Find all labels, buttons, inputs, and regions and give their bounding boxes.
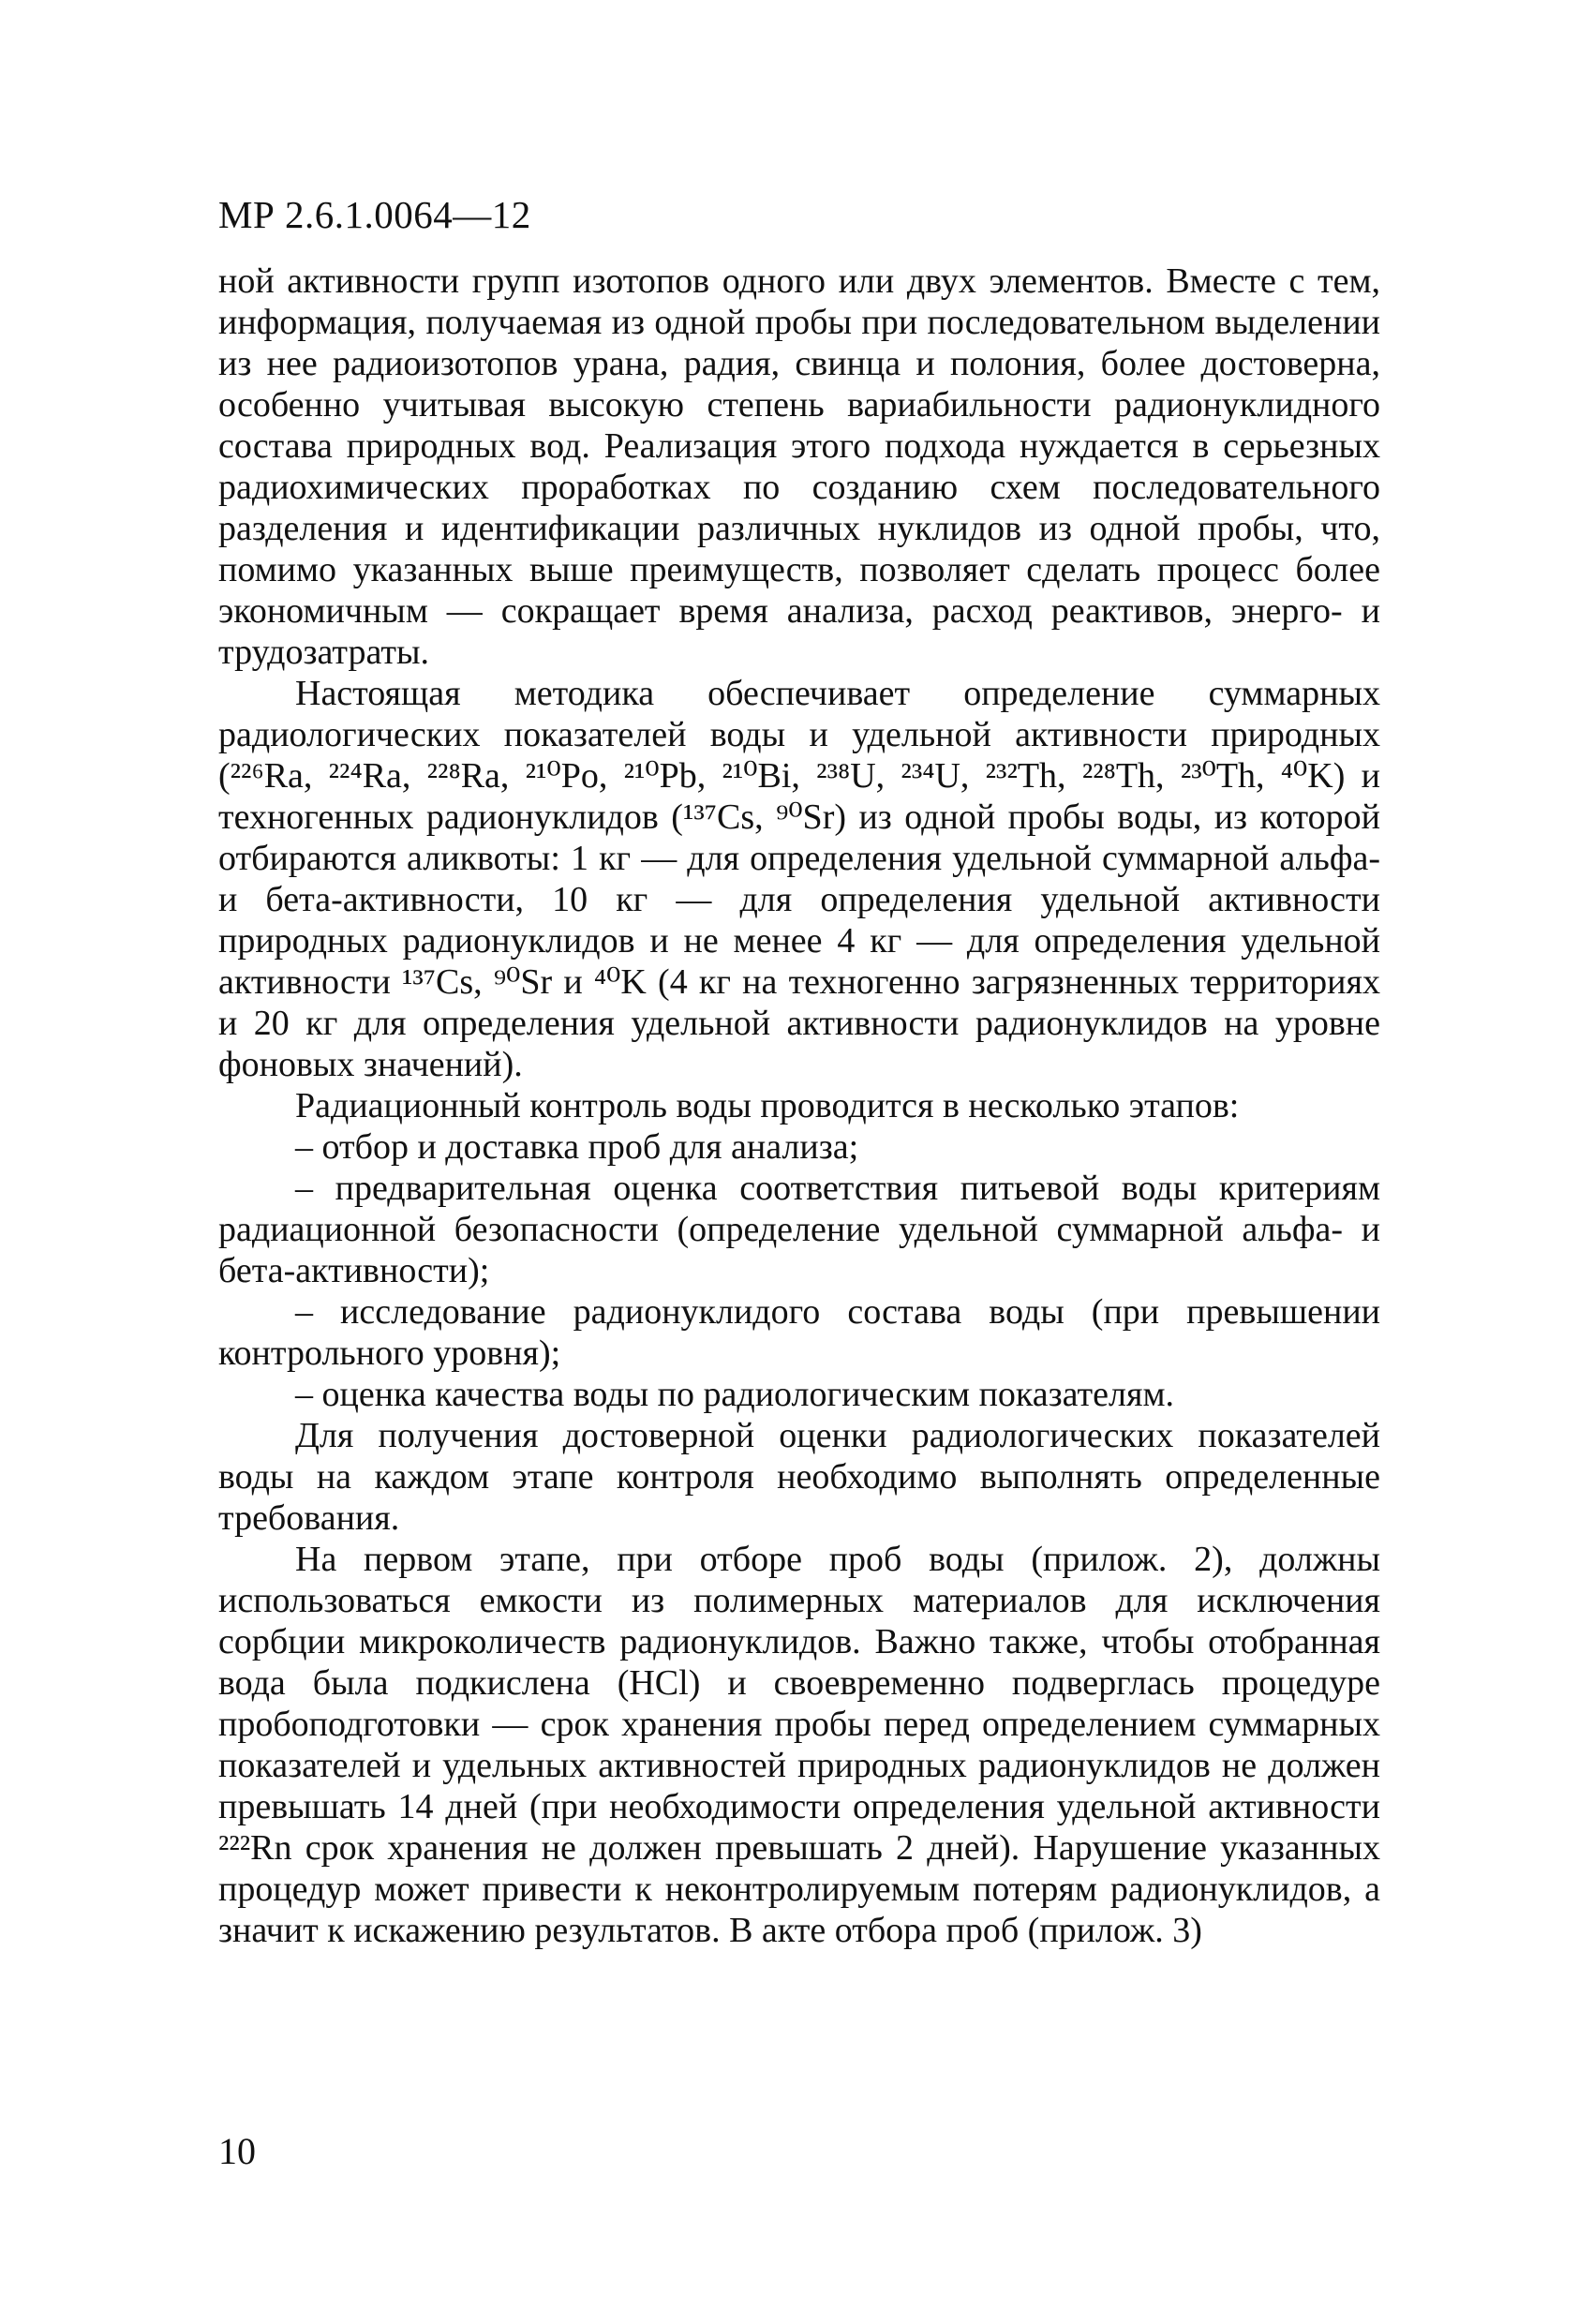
list-item-preliminary-assessment: – предварительная оценка соответствия питьевой воды критериям радиационной безопасности (определение удельной суммарной альфа- и бета-активности); — [218, 1169, 1380, 1290]
paragraph-control-stages-intro: Радиационный контроль воды проводится в несколько этапов: — [295, 1086, 1240, 1125]
paragraph-requirements: Для получения достоверной оценки радиологических показателей воды на каждом этапе контроля необходимо выполнять определенные требования. — [218, 1416, 1380, 1538]
paragraph-first-stage-sampling: На первом этапе, при отборе проб воды (прилож. 2), должны использоваться емкости из полимерных материалов для исключения сорбции микроколичеств радионуклидов. Важно также, чтобы отобранная вода была подкислена (HCl) и своевременно подверглась процедуре пробоподготовки — срок хранения пробы перед определением суммарных показателей и удельных активностей природных радионуклидов не должен превышать 14 дней (при необходимости определения удельной активности ²²²Rn срок хранения не должен превышать 2 дней). Нарушение указанных процедур может привести к неконтролируемым потерям радионуклидов, а значит к искажению результатов. В акте отбора проб (прилож. 3) — [218, 1540, 1380, 1950]
paragraph-method-scope: Настоящая методика обеспечивает определение суммарных радиологических показателей воды и удельной активности природных (²²⁶Ra, ²²⁴Ra, ²²⁸Ra, ²¹⁰Po, ²¹⁰Pb, ²¹⁰Bi, ²³⁸U, ²³⁴U, ²³²Th, ²²⁸Th, ²³⁰Th, ⁴⁰K) и техногенных радионуклидов (¹³⁷Cs, ⁹⁰Sr) из одной пробы воды, из которой отбираются аликвоты: 1 кг — для определения удельной суммарной альфа- и бета-активности, 10 кг — для определения удельной активности природных радионуклидов и не менее 4 кг — для определения удельной активности ¹³⁷Cs, ⁹⁰Sr и ⁴⁰K (4 кг на техногенно загрязненных территориях и 20 кг для определения удельной активности радионуклидов на уровне фоновых значений). — [218, 674, 1380, 1084]
list-item-sampling: – отбор и доставка проб для анализа; — [295, 1127, 859, 1167]
list-item-quality-assessment: – оценка качества воды по радиологическим показателям. — [295, 1375, 1175, 1414]
document-code-header: МР 2.6.1.0064—12 — [218, 193, 531, 236]
document-body — [218, 261, 1380, 1951]
page-number: 10 — [218, 2130, 256, 2172]
list-item-radionuclide-study: – исследование радионуклидого состава воды (при превышении контрольного уровня); — [218, 1292, 1380, 1373]
paragraph-continuation: ной активности групп изотопов одного или двух элементов. Вместе с тем, информация, получаемая из одной пробы при последовательном выделении из нее радиоизотопов урана, радия, свинца и полония, более достоверна, особенно учитывая высокую степень вариабильности радионуклидного состава природных вод. Реализация этого подхода нуждается в серьезных радиохимических проработках по созданию схем последовательного разделения и идентификации различных нуклидов из одной пробы, что, помимо указанных выше преимуществ, позволяет сделать процесс более экономичным — сокращает время анализа, расход реактивов, энерго- и трудозатраты. — [218, 261, 1380, 672]
